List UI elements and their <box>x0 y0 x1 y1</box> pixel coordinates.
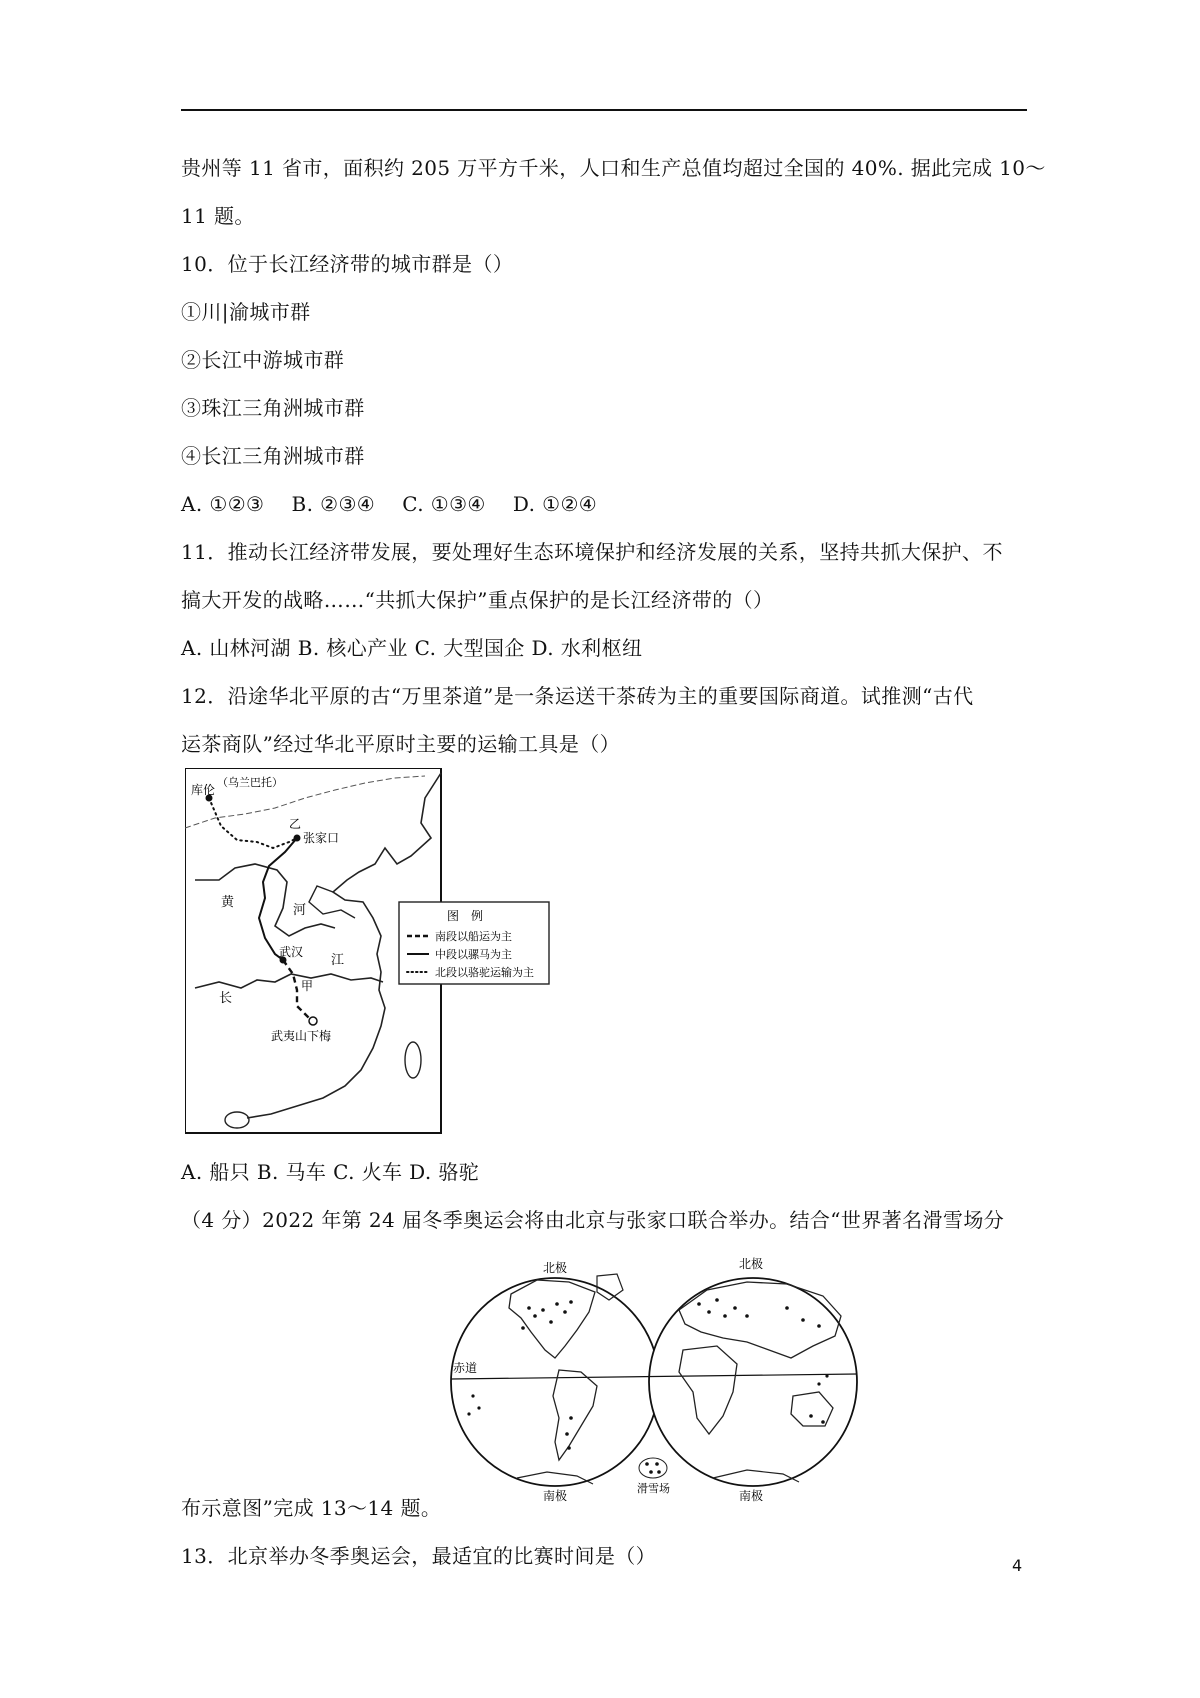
tea-route-map <box>185 768 575 1138</box>
label-ski-legend: 滑雪场 <box>637 1482 670 1495</box>
q11-stem-1: 11．推动长江经济带发展，要处理好生态环境保护和经济发展的关系，坚持共抓大保护、不 <box>181 540 1003 564</box>
q12-options: A. 船只 B. 马车 C. 火车 D. 骆驼 <box>181 1160 480 1184</box>
q13-14-intro-2: 布示意图”完成 13～14 题。 <box>181 1496 442 1520</box>
label-kulun: 库伦 <box>191 783 216 797</box>
label-north-pole-1: 北极 <box>543 1261 568 1275</box>
label-equator: 赤道 <box>453 1361 478 1375</box>
q10-item-4: ④长江三角洲城市群 <box>181 444 365 468</box>
label-south-pole-2: 南极 <box>739 1489 764 1503</box>
legend-middle: 中段以骡马为主 <box>435 948 512 961</box>
label-south-pole-1: 南极 <box>543 1489 568 1503</box>
q10-item-1: ①川|渝城市群 <box>181 300 311 324</box>
intro-line-2: 11 题。 <box>181 204 255 228</box>
intro-line-1: 贵州等 11 省市，面积约 205 万平方千米，人口和生产总值均超过全国的 40%. 据此完成 10～ <box>181 156 1046 180</box>
q10-options: A. ①②③ B. ②③④ C. ①③④ D. ①②④ <box>181 492 598 516</box>
q10-item-3: ③珠江三角洲城市群 <box>181 396 365 420</box>
wuyi-point <box>309 1017 317 1025</box>
label-north-pole-2: 北极 <box>739 1257 764 1271</box>
q10-item-2: ②长江中游城市群 <box>181 348 345 372</box>
ski-map-legend <box>637 1458 670 1495</box>
western-hemisphere <box>451 1278 659 1486</box>
label-zhangjiakou: 张家口 <box>303 831 340 845</box>
q11-options: A. 山林河湖 B. 核心产业 C. 大型国企 D. 水利枢纽 <box>181 636 643 660</box>
label-yi: 乙 <box>289 817 302 831</box>
legend-north: 北段以骆驼运输为主 <box>435 966 534 979</box>
q13-14-intro-1: （4 分）2022 年第 24 届冬季奥运会将由北京与张家口联合举办。结合“世界著名滑雪场分 <box>181 1208 1005 1232</box>
label-wuhan: 武汉 <box>279 945 304 959</box>
label-he: 河 <box>293 903 307 918</box>
label-huang: 黄 <box>221 895 235 910</box>
q13-stem: 13．北京举办冬季奥运会，最适宜的比赛时间是（） <box>181 1544 657 1568</box>
page-number: 4 <box>1012 1556 1023 1575</box>
tea-map-legend <box>399 902 549 984</box>
label-jia: 甲 <box>301 979 314 993</box>
header-rule <box>181 109 1027 111</box>
ski-resort-map <box>447 1246 867 1518</box>
q10-stem: 10．位于长江经济带的城市群是（） <box>181 252 514 276</box>
zhangjiakou-point <box>294 835 301 842</box>
legend-title: 图 例 <box>447 909 484 923</box>
q12-stem-2: 运茶商队”经过华北平原时主要的运输工具是（） <box>181 732 621 756</box>
q12-stem-1: 12．沿途华北平原的古“万里茶道”是一条运送干茶砖为主的重要国际商道。试推测“古代 <box>181 684 974 708</box>
legend-south: 南段以船运为主 <box>435 930 512 943</box>
q11-stem-2: 搞大开发的战略……“共抓大保护”重点保护的是长江经济带的（） <box>181 588 774 612</box>
label-ulaanbaatar: （乌兰巴托） <box>217 776 283 789</box>
label-jiang: 江 <box>331 953 345 968</box>
label-chang: 长 <box>219 991 233 1006</box>
label-wuyi: 武夷山下梅 <box>271 1029 332 1043</box>
